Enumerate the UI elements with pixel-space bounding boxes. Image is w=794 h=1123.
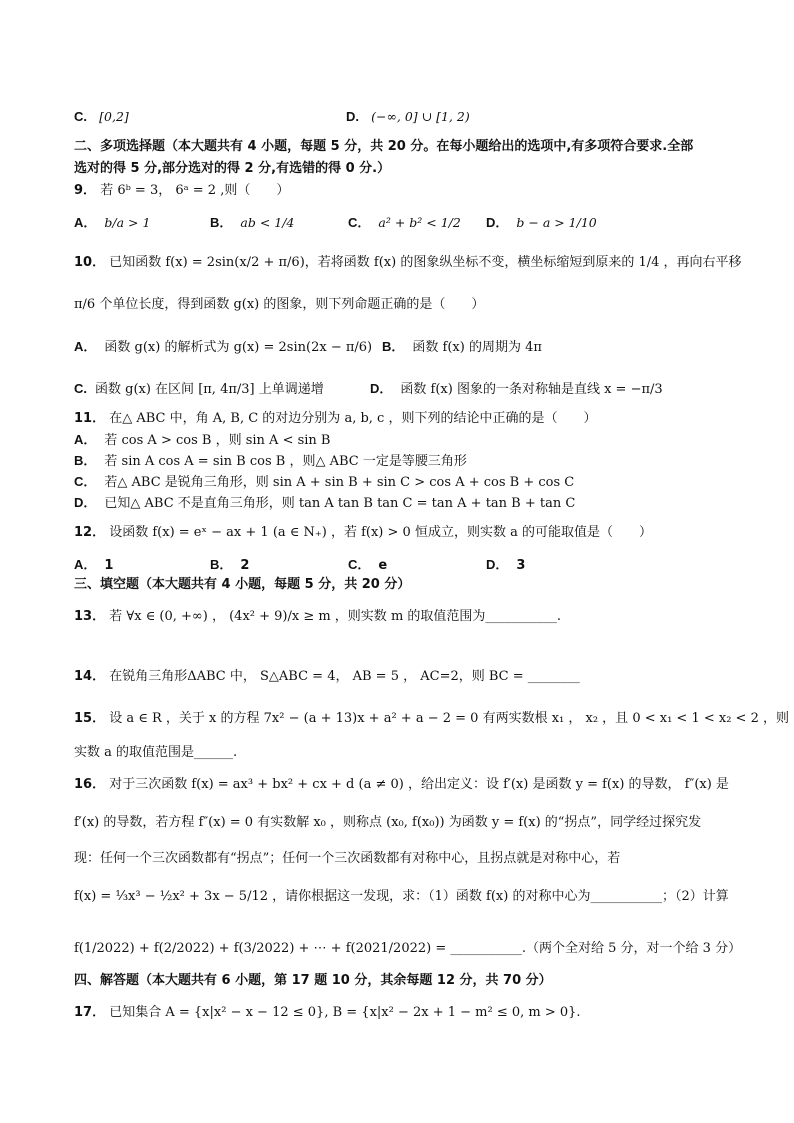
q16-line1 [74,776,729,794]
q11-option-b [74,452,467,471]
q13 [74,608,561,626]
option-text: 若△ ABC 是锐角三角形，则 sin A + sin B + sin C > cos A + cos B + cos C [104,475,575,490]
option-label: A． [74,339,97,354]
option-label: A． [74,557,97,572]
question-number: 14． [74,669,106,684]
option-expr: a² + b² < 1/2 [378,215,461,230]
q12-option-c [348,556,387,575]
q9-option-b [210,214,294,233]
option-text: 函数 g(x) 在区间 [π, 4π/3] 上单调递增 [95,382,324,397]
option-text: 2 [240,558,250,573]
q8-option-d [346,108,470,127]
option-text: 若 sin A cos A = sin B cos B ，则△ ABC 一定是等腰三角形 [104,454,467,469]
option-text: 已知△ ABC 不是直角三角形，则 tan A tan B tan C = tan A + tan B + tan C [104,496,576,511]
q10-option-b [382,338,542,357]
section-2-heading-line2: 选对的得 5 分,部分选对的得 2 分,有选错的得 0 分.） [74,161,391,176]
option-label: D． [486,557,509,572]
option-label: B． [210,557,233,572]
question-number: 17． [74,1005,106,1020]
question-text: 若 6ᵇ = 3， 6ᵃ = 2 ,则（ ） [100,183,290,198]
q17 [74,1004,581,1022]
question-text: 已知函数 f(x) = 2sin(x/2 + π/6)，若将函数 f(x) 的图象纵坐标不变，横坐标缩短到原来的 1/4 ，再向右平移 [109,255,742,270]
question-text: 设函数 f(x) = eˣ − ax + 1 (a ∈ N₊) ，若 f(x) > 0 恒成立，则实数 a 的可能取值是（ ） [109,525,652,540]
option-expr: b − a > 1/10 [516,215,597,230]
option-label: C. [74,109,87,124]
q9-stem [74,182,289,200]
option-label: B． [382,339,405,354]
option-expr: b/a > 1 [104,215,151,230]
question-text: 在△ ABC 中，角 A, B, C 的对边分别为 a, b, c ，则下列的结论中正确的是（ ） [109,411,597,426]
q14 [74,668,580,686]
q12-option-a [74,556,113,575]
q10-option-a [74,338,372,357]
q16-line5: f(1/2022) + f(2/2022) + f(3/2022) + ⋯ + f(2021/2022) = ___________.（两个全对给 5 分，对一个给 3 分） [74,941,742,956]
option-label: D． [74,495,97,510]
q12-option-b [210,556,249,575]
question-number: 11． [74,411,106,426]
q10-stem-line2: π/6 个单位长度，得到函数 g(x) 的图象，则下列命题正确的是（ ） [74,297,485,312]
q8-option-c [74,108,129,127]
q10-option-d [370,380,663,399]
option-expr: (−∞, 0] ∪ [1, 2) [371,109,470,124]
option-text: 1 [104,558,114,573]
q12-stem [74,524,652,542]
question-text: 对于三次函数 f(x) = ax³ + bx² + cx + d (a ≠ 0) ，给出定义：设 f′(x) 是函数 y = f(x) 的导数， f″(x) 是 [109,777,729,792]
section-2-heading-line1: 二、多项选择题（本大题共有 4 小题，每题 5 分，共 20 分。在每小题给出的选项中,有多项符合要求.全部 [74,139,694,154]
question-text: 若 ∀x ∈ (0, +∞) ， (4x² + 9)/x ≥ m ，则实数 m 的取值范围为___________. [109,609,562,624]
section-3-heading: 三、填空题（本大题共有 4 小题，每题 5 分，共 20 分） [74,577,411,592]
q16-line4: f(x) = ⅓x³ − ½x² + 3x − 5/12 ，请你根据这一发现，求：（1）函数 f(x) 的对称中心为___________；（2）计算 [74,889,729,904]
q9-option-a [74,214,150,233]
question-number: 10． [74,255,106,270]
option-label: C． [348,215,371,230]
option-label: A． [74,432,97,447]
q10-stem-line1 [74,254,742,272]
section-4-heading: 四、解答题（本大题共有 6 小题，第 17 题 10 分，其余每题 12 分，共 70 分） [74,973,552,988]
q16-line3: 现：任何一个三次函数都有“拐点”；任何一个三次函数都有对称中心，且拐点就是对称中心，若 [74,851,621,866]
question-number: 15． [74,711,106,726]
option-label: C. [74,381,87,396]
question-number: 12． [74,525,106,540]
q11-option-d [74,494,575,513]
option-label: B． [74,453,97,468]
q15-line2: 实数 a 的取值范围是______. [74,745,238,760]
question-text: 已知集合 A = {x|x² − x − 12 ≤ 0}, B = {x|x² − 2x + 1 − m² ≤ 0, m > 0}. [109,1005,581,1020]
q9-option-d [486,214,597,233]
option-expr: ab < 1/4 [240,215,295,230]
option-label: D． [486,215,509,230]
q9-option-c [348,214,461,233]
q12-option-d [486,556,525,575]
q11-option-c [74,473,574,492]
q11-stem [74,410,596,428]
option-label: A． [74,215,97,230]
q10-option-c [74,380,324,399]
q15-line1 [74,710,789,728]
option-label: C． [348,557,371,572]
question-number: 9． [74,183,97,198]
option-label: D. [346,109,359,124]
question-number: 16． [74,777,106,792]
option-text: 若 cos A > cos B ，则 sin A < sin B [104,433,331,448]
option-label: B． [210,215,233,230]
option-label: D． [370,381,393,396]
option-expr: [0,2] [99,109,129,124]
option-text: 函数 f(x) 图象的一条对称轴是直线 x = −π/3 [400,382,663,397]
question-number: 13． [74,609,106,624]
question-text: 设 a ∈ R ，关于 x 的方程 7x² − (a + 13)x + a² + a − 2 = 0 有两实数根 x₁ ， x₂ ，且 0 < x₁ < 1 < x₂ < 2 ，则 [109,711,789,726]
option-text: 函数 g(x) 的解析式为 g(x) = 2sin(2x − π/6) [104,340,373,355]
q11-option-a [74,431,330,450]
q16-line2: f′(x) 的导数，若方程 f″(x) = 0 有实数解 x₀ ，则称点 (x₀, f(x₀)) 为函数 y = f(x) 的“拐点”，同学经过探究发 [74,815,702,830]
option-text: 3 [516,558,526,573]
option-text: 函数 f(x) 的周期为 4π [412,340,542,355]
option-label: C． [74,474,97,489]
option-text: e [378,558,388,573]
question-text: 在锐角三角形ΔABC 中， S△ABC = 4， AB = 5 ， AC=2，则 BC = ________ [109,669,580,684]
